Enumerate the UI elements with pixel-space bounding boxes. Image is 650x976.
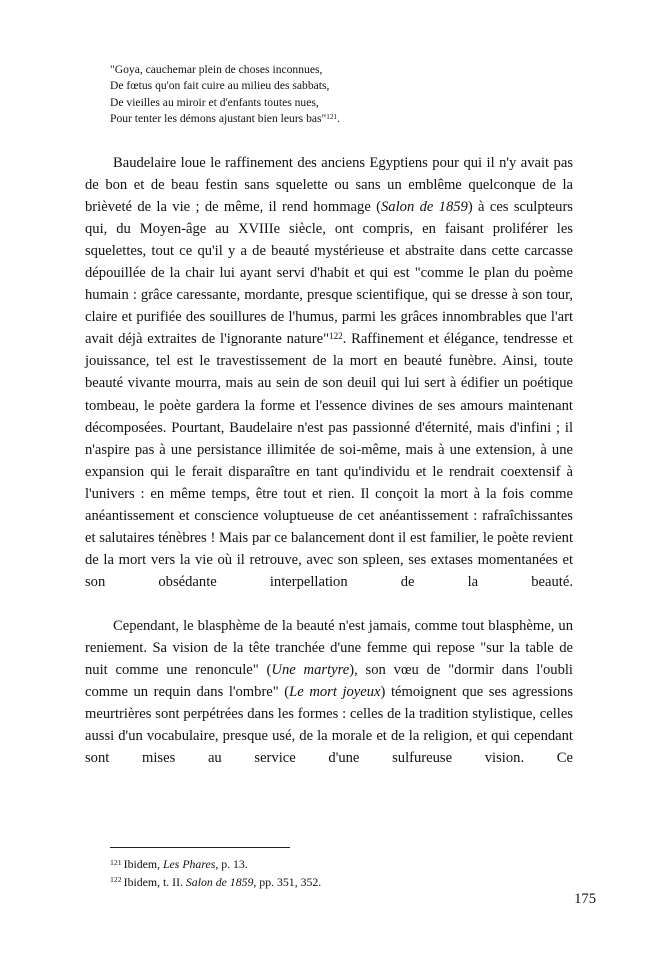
- footnote-marker: 121: [110, 857, 122, 867]
- footnote-text: Ibidem, t. II. Salon de 1859, pp. 351, 352.: [123, 874, 322, 889]
- epigraph-line: "Goya, cauchemar plein de choses inconnues,: [110, 63, 323, 76]
- footnote-separator-rule: [110, 847, 290, 848]
- footnotes-block: [110, 856, 570, 891]
- footnote-reference-122[interactable]: 122: [329, 331, 343, 342]
- footnote-text: Ibidem, Les Phares, p. 13.: [123, 857, 248, 871]
- footnote-122: [110, 874, 570, 892]
- italic-title: Une martyre: [271, 662, 350, 679]
- footnote-marker: 122: [110, 875, 122, 885]
- footnote-reference-121[interactable]: 121: [326, 112, 338, 121]
- epigraph-line: De vieilles au miroir et d'enfants toutes nues,: [110, 95, 319, 109]
- epigraph-line: De fœtus qu'on fait cuire au milieu des sabbats,: [110, 79, 330, 93]
- italic-title: Les Phares: [162, 857, 216, 871]
- epigraph-block: [110, 62, 440, 127]
- italic-title: Salon de 1859: [381, 199, 468, 216]
- footnote-121: [110, 856, 570, 874]
- italic-title: Salon de 1859: [185, 874, 254, 889]
- epigraph-line-text: Pour tenter les démons ajustant bien leurs bas": [110, 111, 327, 125]
- epigraph-line: [110, 111, 440, 127]
- body-text-column: [85, 152, 573, 769]
- italic-title: Le mort joyeux: [289, 684, 381, 701]
- epigraph-trailing-punctuation: .: [337, 111, 340, 125]
- paragraph-blaspheme-beaute: Cependant, le blasphème de la beauté n'est jamais, comme tout blasphème, un reniement. Sa vision de la tête tranchée d'une femme qui repose "sur la table de nuit comme une renoncule" (Une martyre), son vœu de "dormir dans l'oubli comme un requin dans l'ombre" (Le mort joyeux) témoignent que ses agressions meurtrières sont perpétrées dans les formes : celles de la tradition stylistique, celles aussi d'un vocabulaire, presque usé, de la morale et de la religion, et qui cependant sont mises au service d'une sulfureuse vision. Ce: [85, 617, 574, 767]
- paragraph-baudelaire-egyptiens: Baudelaire loue le raffinement des anciens Egyptiens pour qui il n'y avait pas de bon et de beau festin sans squelette ou sans un emblême quelconque de la brièveté de la vie ; de même, il rend hommage (Salon de 1859) à ces sculpteurs qui, du Moyen-âge au XVIIIe siècle, ont compris, en faisant proliférer les squelettes, tout ce qu'il y a de beauté mystérieuse et abstraite dans cette carcasse dépouillée de la chair lui ayant servi d'habit et qui est "comme le plan du poème humain : grâce caressante, mordante, presque scientifique, qui se dresse à son tour, claire et purifiée des souillures de l'humus, parmi les grâces innombrables que l'art avait déjà extraites de l'ignorante nature"$^{122}$. Raffinement et élégance, tendresse et jouissance, tel est le travestissement de la mort en beauté funèbre. Ainsi, toute beauté vivante mourra, mais au sein de son deuil qui lui sert à édifier un poétique tombeau, le poète gardera la forme et l'essence divines de ses amours maintenant décomposées. Pourtant, Baudelaire n'est pas passionné d'éternité, mais d'infini ; il n'aspire pas à une persistance illimitée de soi-même, mais à une extension, à une expansion qui le ferait disparaître en tant qu'individu et le rendrait coextensif à l'univers : en même temps, être tout et rien. Il conçoit la mort à la fois comme anéantissement et conscience voluptueuse de cet anéantissement : rafraîchissantes et salutaires ténèbres ! Mais par ce balancement dont il est familier, le poète revient de la mort vers la vie où il retrouve, avec son spleen, ses extases momentanées et son obsédante interpellation de la beauté.: [85, 155, 573, 590]
- page-number: 175: [574, 891, 596, 907]
